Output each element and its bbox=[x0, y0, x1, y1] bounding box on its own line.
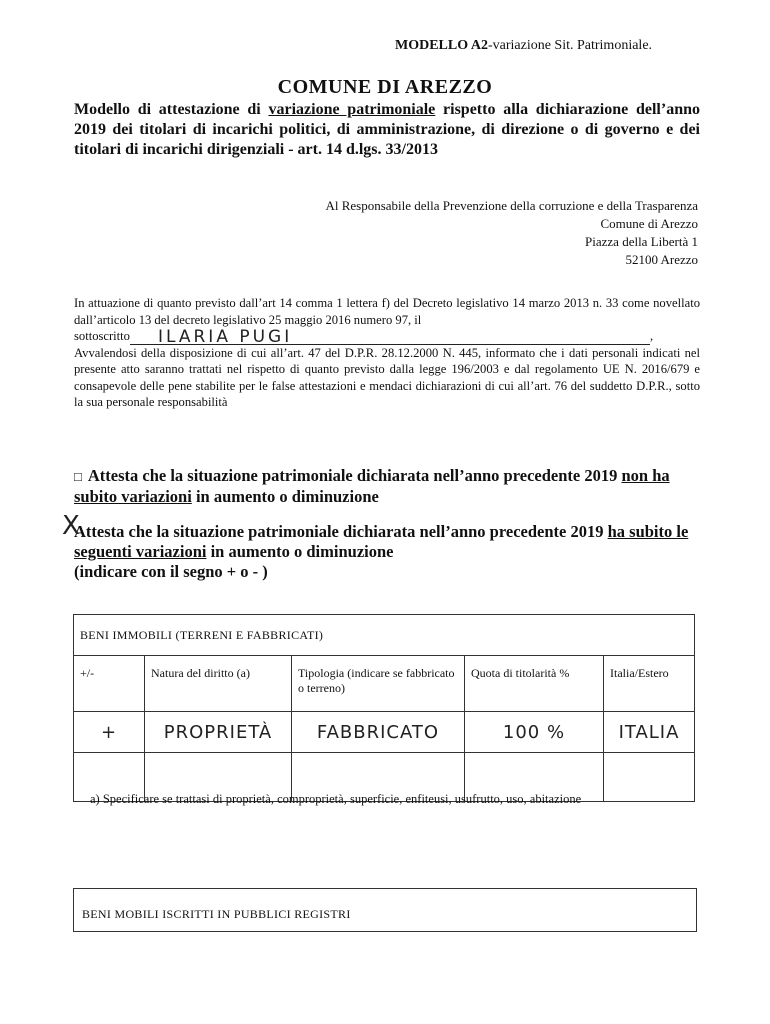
opt1-text: Attesta che la situazione patrimoniale dichiarata nell’anno precedente 2019 bbox=[87, 466, 622, 485]
handwritten-name: ILARIA PUGI bbox=[157, 327, 293, 347]
body-para-2: Avvalendosi della disposizione di cui all’art. 47 del D.P.R. 28.12.2000 N. 445, informato che i dati personali indicati nel presente atto saranno trattati nel rispetto di quanto previsto dalla legge 196/2003 e dal regolamento UE N. 2016/679 e consapevole delle pene stabilite per le false attestazioni e mendaci dichiarazioni di cui all’art. 76 del suddetto D.P.R., sotto la sua personale responsabilità bbox=[74, 345, 700, 409]
declaration-body bbox=[74, 295, 700, 411]
movable-assets-title: BENI MOBILI ISCRITTI IN PUBBLICI REGISTRI bbox=[82, 907, 351, 921]
handwritten-cross-mark[interactable]: X bbox=[62, 511, 81, 541]
subtitle-text-2: rispetto alla dichiarazione dell’anno 2019 dei titolari di incarichi politici, di amministrazione, di direzione o di governo e dei titolari di incarichi dirigenziali - art. 14 d.lgs. 33/2013 bbox=[74, 101, 700, 158]
address-line-3: Piazza della Libertà 1 bbox=[585, 234, 698, 249]
form-subtitle bbox=[74, 100, 700, 160]
real-estate-table bbox=[73, 614, 695, 802]
address-line-1: Al Responsabile della Prevenzione della corruzione e della Trasparenza bbox=[325, 198, 698, 213]
movable-assets-section bbox=[73, 888, 697, 932]
option-variations bbox=[62, 511, 704, 582]
opt2-text: Attesta che la situazione patrimoniale dichiarata nell’anno precedente 2019 bbox=[74, 522, 608, 541]
model-tag bbox=[395, 38, 652, 54]
opt1-text-end: in aumento o diminuzione bbox=[191, 487, 379, 506]
subtitle-text-1: Modello di attestazione di bbox=[74, 101, 269, 118]
cell-sign[interactable]: + bbox=[74, 712, 145, 753]
footnote: a) Specificare se trattasi di proprietà, comproprietà, superficie, enfiteusi, usufrutto, uso, abitazione bbox=[90, 792, 582, 806]
name-end: , bbox=[649, 329, 654, 343]
address-line-2: Comune di Arezzo bbox=[600, 216, 698, 231]
recipient-address bbox=[325, 197, 698, 269]
opt1-underlined: non ha subito variazioni bbox=[74, 466, 670, 506]
col-header-italia-estero: Italia/Estero bbox=[604, 656, 695, 712]
option-no-variations bbox=[74, 466, 704, 507]
body-para-1: In attuazione di quanto previsto dall’art 14 comma 1 lettera f) del Decreto legislativo 14 marzo 2013 n. 33 come novellato dall’articolo 13 del decreto legislativo 25 maggio 2016 numero 97, il bbox=[74, 296, 700, 327]
checkbox-icon[interactable]: □ bbox=[74, 469, 82, 484]
model-desc: -variazione Sit. Patrimoniale. bbox=[487, 38, 653, 53]
cell-tipologia[interactable]: FABBRICATO bbox=[292, 712, 465, 753]
page-title: COMUNE DI AREZZO bbox=[277, 76, 493, 98]
opt2-underlined: ha subito le seguenti variazioni bbox=[74, 522, 689, 561]
name-field[interactable] bbox=[130, 327, 650, 347]
opt2-note: (indicare con il segno + o - ) bbox=[74, 562, 268, 581]
cell-natura[interactable]: PROPRIETÀ bbox=[145, 712, 292, 753]
col-header-natura: Natura del diritto (a) bbox=[145, 656, 292, 712]
empty-cell[interactable] bbox=[604, 753, 695, 802]
table-title: BENI IMMOBILI (TERRENI E FABBRICATI) bbox=[74, 615, 695, 656]
cell-quota[interactable]: 100 % bbox=[465, 712, 604, 753]
col-header-tipologia: Tipologia (indicare se fabbricato o terreno) bbox=[292, 656, 465, 712]
sottoscritto-label: sottoscritto bbox=[74, 329, 130, 343]
cell-italia-estero[interactable]: ITALIA bbox=[604, 712, 695, 753]
col-header-sign: +/- bbox=[74, 656, 145, 712]
model-code: MODELLO A2 bbox=[395, 38, 488, 53]
opt2-text-end: in aumento o diminuzione bbox=[206, 542, 394, 561]
address-line-4: 52100 Arezzo bbox=[625, 252, 698, 267]
subtitle-underlined: variazione patrimoniale bbox=[268, 101, 436, 118]
col-header-quota: Quota di titolarità % bbox=[465, 656, 604, 712]
